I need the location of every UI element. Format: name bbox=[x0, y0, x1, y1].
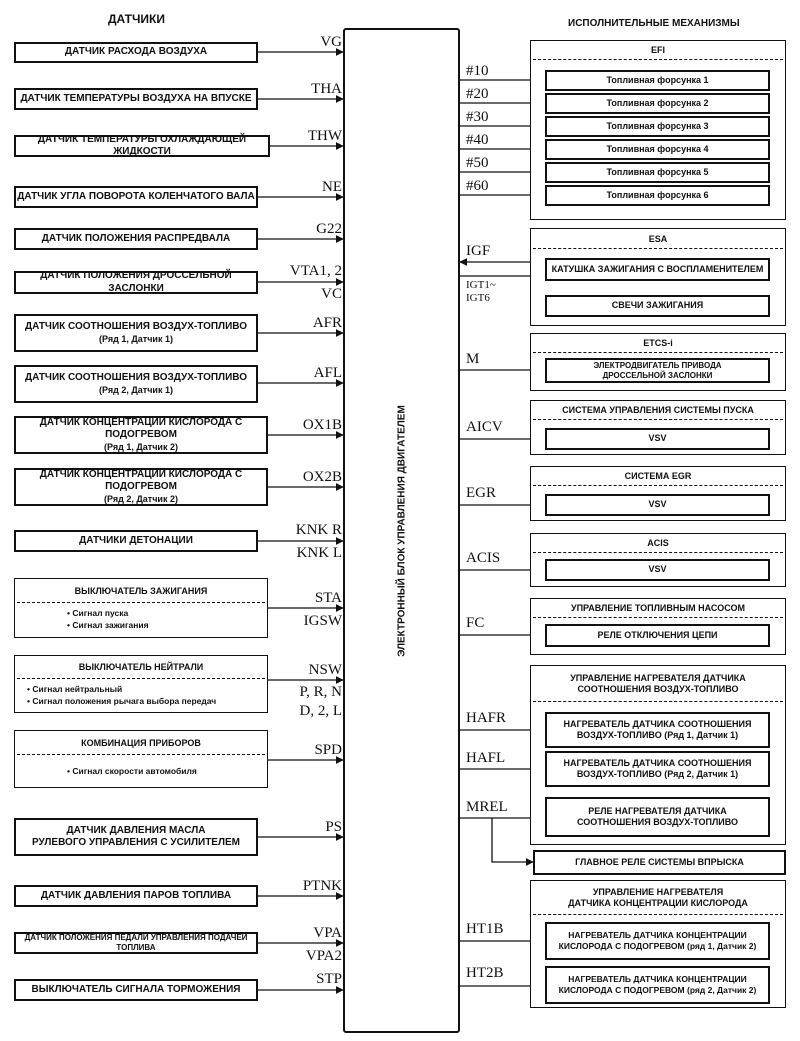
actuator-signal: FC bbox=[466, 615, 485, 631]
group-title-line1: УПРАВЛЕНИЕ НАГРЕВАТЕЛЯ bbox=[592, 887, 724, 897]
item-line1: НАГРЕВАТЕЛЬ ДАТЧИКА СООТНОШЕНИЯ bbox=[563, 757, 752, 768]
divider bbox=[533, 701, 783, 702]
sensor-signal: VG bbox=[320, 34, 342, 50]
spark-plugs-box: СВЕЧИ ЗАЖИГАНИЯ bbox=[545, 295, 770, 317]
group-title: EFI bbox=[650, 45, 665, 55]
sensor-sublabel: (Ряд 1, Датчик 1) bbox=[99, 333, 173, 344]
actuator-signal: M bbox=[466, 351, 480, 367]
sensor-box bbox=[14, 271, 258, 294]
group-title-line2: СООТНОШЕНИЯ ВОЗДУХ-ТОПЛИВО bbox=[577, 684, 739, 695]
actuator-signal: ACIS bbox=[466, 550, 501, 566]
sensor-signal: P, R, N bbox=[299, 684, 342, 700]
sensor-signal: STP bbox=[316, 971, 342, 987]
sensor-box bbox=[14, 365, 258, 403]
sensor-label: ДАТЧИК ТЕМПЕРАТУРЫ ВОЗДУХА НА ВПУСКЕ bbox=[20, 92, 252, 104]
injector-box: Топливная форсунка 1 bbox=[545, 70, 770, 91]
sensor-signal: KNK R bbox=[295, 522, 342, 538]
sensor-label-line2: РУЛЕВОГО УПРАВЛЕНИЯ С УСИЛИТЕЛЕМ bbox=[32, 837, 240, 848]
group-title-line2: ДАТЧИКА КОНЦЕНТРАЦИИ КИСЛОРОДА bbox=[568, 898, 748, 909]
sensor-signal: NE bbox=[322, 179, 342, 195]
sensor-signal: VPA bbox=[313, 925, 342, 941]
sensors-header: ДАТЧИКИ bbox=[108, 12, 165, 26]
actuator-signal: IGF bbox=[466, 243, 491, 259]
item-line2: ДРОССЕЛЬНОЙ ЗАСЛОНКИ bbox=[602, 370, 713, 380]
divider bbox=[17, 602, 265, 603]
o2-heater-box bbox=[545, 922, 770, 960]
vsv-box: VSV bbox=[545, 428, 770, 450]
sensor-label: ДАТЧИКИ ДЕТОНАЦИИ bbox=[79, 534, 193, 546]
divider bbox=[533, 485, 783, 486]
item-line1: ЭЛЕКТРОДВИГАТЕЛЬ ПРИВОДА bbox=[593, 360, 722, 370]
af-heater-box bbox=[545, 712, 770, 748]
sensor-label: ДАТЧИК РАСХОДА ВОЗДУХА bbox=[64, 46, 208, 58]
sensor-label: ДАТЧИК ПОЛОЖЕНИЯ ПЕДАЛИ УПРАВЛЕНИЯ ПОДАЧЕЙ ТОПЛИВА bbox=[24, 933, 248, 952]
actuator-signal: #20 bbox=[466, 86, 489, 102]
item-line2: КИСЛОРОДА С ПОДОГРЕВОМ (ряд 1, Датчик 2) bbox=[558, 941, 757, 951]
sensor-label: ДАТЧИК СООТНОШЕНИЯ ВОЗДУХ-ТОПЛИВО bbox=[24, 321, 248, 333]
sensor-box bbox=[14, 885, 258, 907]
sensor-signal: AFR bbox=[312, 315, 342, 331]
sensor-label: ВЫКЛЮЧАТЕЛЬ СИГНАЛА ТОРМОЖЕНИЯ bbox=[31, 983, 241, 995]
sensor-signal: VC bbox=[321, 286, 342, 302]
sensor-signal: PS bbox=[325, 819, 342, 835]
sensor-label: ДАТЧИК ДАВЛЕНИЯ МАСЛА bbox=[66, 824, 206, 836]
sensor-signal: OX1B bbox=[302, 417, 342, 433]
item-line2: КИСЛОРОДА С ПОДОГРЕВОМ (ряд 2, Датчик 2) bbox=[558, 985, 757, 995]
sensor-box bbox=[14, 135, 270, 157]
group-title bbox=[531, 673, 785, 696]
sensor-box bbox=[14, 979, 258, 1001]
group-title: УПРАВЛЕНИЕ ТОПЛИВНЫМ НАСОСОМ bbox=[570, 603, 745, 613]
sensor-box bbox=[14, 530, 258, 552]
ignition-coil-box: КАТУШКА ЗАЖИГАНИЯ С ВОСПЛАМЕНИТЕЛЕМ bbox=[545, 258, 770, 281]
ecu-label: ЭЛЕКТРОННЫЙ БЛОК УПРАВЛЕНИЯ ДВИГАТЕЛЕМ bbox=[396, 404, 407, 657]
divider bbox=[17, 678, 265, 679]
actuator-signal: #50 bbox=[466, 155, 489, 171]
actuator-signal: #30 bbox=[466, 109, 489, 125]
actuator-signal: #40 bbox=[466, 132, 489, 148]
group-title: СИСТЕМА УПРАВЛЕНИЯ СИСТЕМЫ ПУСКА bbox=[562, 405, 754, 415]
sensor-signal: KNK L bbox=[296, 545, 342, 561]
sensor-group-instrument-cluster bbox=[14, 730, 268, 788]
injector-box: Топливная форсунка 4 bbox=[545, 139, 770, 160]
group-title: ETCS-i bbox=[643, 338, 673, 348]
divider bbox=[533, 552, 783, 553]
sensor-signal: THA bbox=[311, 81, 342, 97]
divider bbox=[533, 419, 783, 420]
vsv-box: VSV bbox=[545, 494, 770, 516]
group-title bbox=[531, 887, 785, 910]
group-title: ESA bbox=[648, 234, 668, 244]
sensor-box bbox=[14, 314, 258, 352]
o2-heater-box bbox=[545, 966, 770, 1004]
sensor-label: ДАТЧИК КОНЦЕНТРАЦИИ КИСЛОРОДА С ПОДОГРЕВОМ bbox=[39, 468, 243, 493]
sensor-box bbox=[14, 416, 268, 454]
actuator-signal: IGT1~ bbox=[466, 279, 496, 291]
group-title: СИСТЕМА EGR bbox=[624, 471, 692, 481]
actuator-signal: HAFR bbox=[466, 710, 507, 726]
divider bbox=[533, 914, 783, 915]
actuator-signal: HAFL bbox=[466, 750, 506, 766]
actuator-signal: HT2B bbox=[466, 965, 504, 981]
injector-box: Топливная форсунка 3 bbox=[545, 116, 770, 137]
sensor-box bbox=[14, 186, 258, 208]
sensor-label: ДАТЧИК УГЛА ПОВОРОТА КОЛЕНЧАТОГО ВАЛА bbox=[17, 190, 255, 202]
sensor-signal: NSW bbox=[308, 662, 342, 678]
sensor-bullets bbox=[15, 765, 267, 777]
sensor-signal: OX2B bbox=[302, 469, 342, 485]
sensor-signal: VPA2 bbox=[305, 948, 342, 964]
divider bbox=[17, 754, 265, 755]
item-line1: НАГРЕВАТЕЛЬ ДАТЧИКА КОНЦЕНТРАЦИИ bbox=[568, 974, 747, 985]
sensor-signal: SPD bbox=[314, 742, 342, 758]
sensor-signal: D, 2, L bbox=[299, 703, 342, 719]
actuator-signal: HT1B bbox=[466, 921, 504, 937]
sensor-box bbox=[14, 42, 258, 63]
bullet-item: • Сигнал пуска bbox=[67, 608, 129, 618]
sensor-box bbox=[14, 818, 258, 856]
sensor-sublabel: (Ряд 2, Датчик 1) bbox=[99, 384, 173, 395]
item-line1: НАГРЕВАТЕЛЬ ДАТЧИКА СООТНОШЕНИЯ bbox=[563, 718, 752, 729]
divider bbox=[533, 352, 783, 353]
sensor-signal: STA bbox=[314, 590, 342, 606]
sensor-signal: G22 bbox=[316, 221, 342, 237]
group-title-line1: УПРАВЛЕНИЕ НАГРЕВАТЕЛЯ ДАТЧИКА bbox=[570, 673, 746, 683]
sensor-label: ДАТЧИК ДАВЛЕНИЯ ПАРОВ ТОПЛИВА bbox=[40, 889, 232, 901]
sensor-bullets bbox=[15, 607, 267, 632]
bullet-item: • Сигнал зажигания bbox=[67, 620, 149, 631]
actuator-signal: MREL bbox=[466, 799, 508, 815]
group-title: ACIS bbox=[647, 538, 669, 548]
sensor-box bbox=[14, 468, 268, 506]
ecu-block bbox=[343, 28, 460, 1033]
bullet-item: • Сигнал скорости автомобиля bbox=[67, 766, 197, 776]
sensor-signal: VTA1, 2 bbox=[289, 263, 342, 279]
sensor-group-ignition-switch bbox=[14, 578, 268, 638]
sensor-signal: IGSW bbox=[303, 613, 342, 629]
sensor-sublabel: (Ряд 1, Датчик 2) bbox=[104, 441, 178, 452]
item-line2: ВОЗДУХ-ТОПЛИВО (Ряд 1, Датчик 1) bbox=[576, 730, 739, 740]
sensor-label: ДАТЧИК СООТНОШЕНИЯ ВОЗДУХ-ТОПЛИВО bbox=[24, 372, 248, 384]
sensor-label: ДАТЧИК ПОЛОЖЕНИЯ РАСПРЕДВАЛА bbox=[41, 232, 231, 244]
injector-box: Топливная форсунка 5 bbox=[545, 162, 770, 183]
sensor-signal: AFL bbox=[313, 365, 342, 381]
sensor-label: ДАТЧИК ПОЛОЖЕНИЯ ДРОССЕЛЬНОЙ ЗАСЛОНКИ bbox=[40, 270, 232, 294]
actuators-header: ИСПОЛНИТЕЛЬНЫЕ МЕХАНИЗМЫ bbox=[568, 18, 740, 29]
divider bbox=[533, 617, 783, 618]
injector-box: Топливная форсунка 2 bbox=[545, 93, 770, 114]
divider bbox=[533, 59, 783, 60]
sensor-box bbox=[14, 932, 258, 954]
item-line2: СООТНОШЕНИЯ ВОЗДУХ-ТОПЛИВО bbox=[576, 817, 739, 827]
injector-box: Топливная форсунка 6 bbox=[545, 185, 770, 206]
sensor-box bbox=[14, 228, 258, 250]
sensor-bullets bbox=[15, 683, 267, 708]
actuator-signal: EGR bbox=[466, 485, 496, 501]
sensor-label: ДАТЧИК ТЕМПЕРАТУРЫ ОХЛАЖДАЮЩЕЙ ЖИДКОСТИ bbox=[37, 133, 247, 157]
bullet-item: • Сигнал положения рычага выбора передач bbox=[27, 696, 217, 707]
af-heater-box bbox=[545, 751, 770, 787]
vsv-box: VSV bbox=[545, 559, 770, 581]
actuator-signal: IGT6 bbox=[466, 292, 490, 304]
af-heater-relay-box bbox=[545, 797, 770, 837]
sensor-label: КОМБИНАЦИЯ ПРИБОРОВ bbox=[81, 738, 201, 748]
main-relay-box: ГЛАВНОЕ РЕЛЕ СИСТЕМЫ ВПРЫСКА bbox=[533, 850, 786, 875]
circuit-relay-box: РЕЛЕ ОТКЛЮЧЕНИЯ ЦЕПИ bbox=[545, 624, 770, 647]
sensor-label: ДАТЧИК КОНЦЕНТРАЦИИ КИСЛОРОДА С ПОДОГРЕВОМ bbox=[39, 416, 243, 441]
bullet-item: • Сигнал нейтральный bbox=[27, 684, 123, 694]
sensor-label: ВЫКЛЮЧАТЕЛЬ ЗАЖИГАНИЯ bbox=[74, 586, 208, 596]
sensor-signal: THW bbox=[307, 128, 342, 144]
sensor-box bbox=[14, 88, 258, 110]
sensor-label: ВЫКЛЮЧАТЕЛЬ НЕЙТРАЛИ bbox=[78, 662, 204, 672]
item-line1: НАГРЕВАТЕЛЬ ДАТЧИКА КОНЦЕНТРАЦИИ bbox=[568, 930, 747, 941]
actuator-signal: #10 bbox=[466, 63, 489, 79]
sensor-signal: PTNK bbox=[302, 878, 342, 894]
item-line1: РЕЛЕ НАГРЕВАТЕЛЯ ДАТЧИКА bbox=[588, 805, 727, 816]
item-line2: ВОЗДУХ-ТОПЛИВО (Ряд 2, Датчик 1) bbox=[576, 769, 739, 779]
divider bbox=[533, 248, 783, 249]
throttle-motor-box bbox=[545, 358, 770, 383]
sensor-sublabel: (Ряд 2, Датчик 2) bbox=[104, 493, 178, 504]
actuator-signal: #60 bbox=[466, 178, 489, 194]
actuator-signal: AICV bbox=[466, 419, 503, 435]
sensor-group-neutral-switch bbox=[14, 655, 268, 713]
